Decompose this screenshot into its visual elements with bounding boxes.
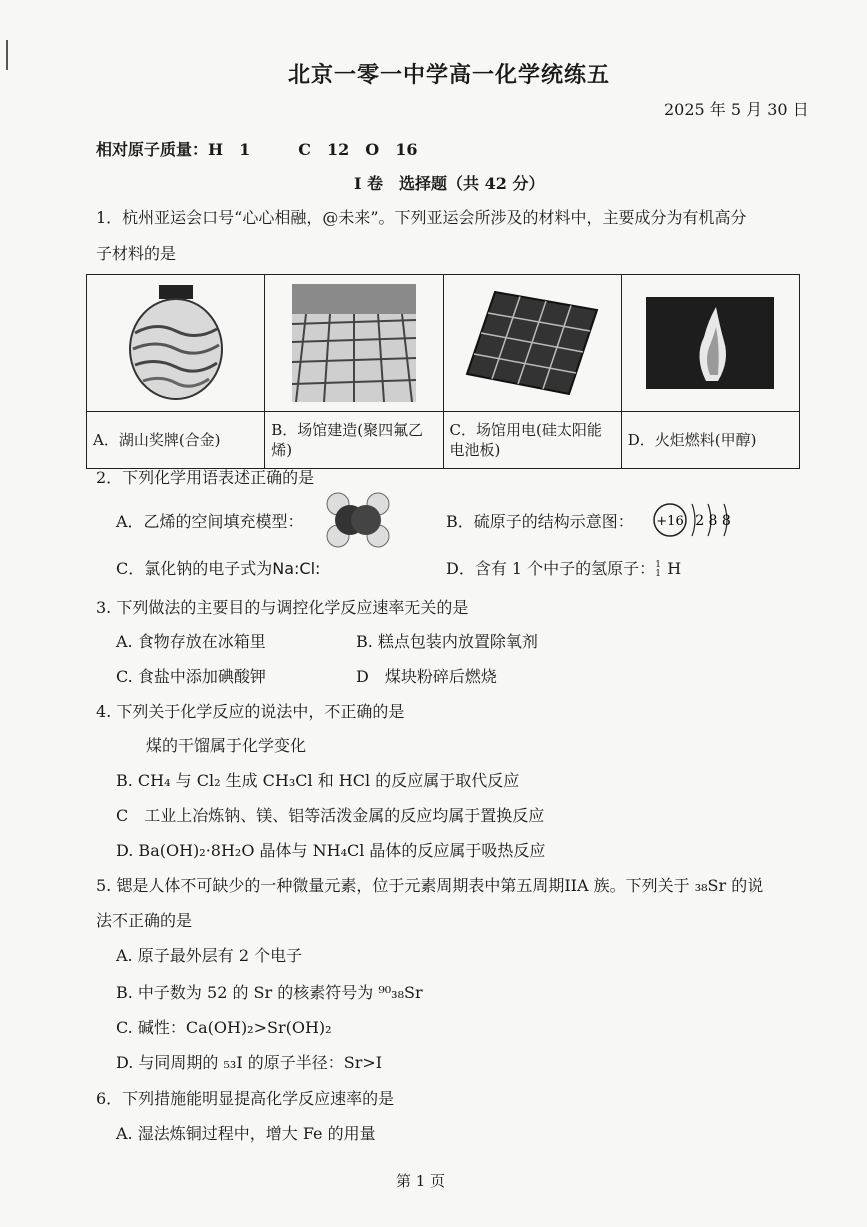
q2-option-d-text: D．含有 1 个中子的氢原子：	[446, 559, 656, 578]
q1-stem-line1: 1．杭州亚运会口号“心心相融，@未来”。下列亚运会所涉及的材料中，主要成分为有机高分	[96, 208, 747, 227]
medal-image	[121, 283, 231, 403]
q1-stem-line2: 子材料的是	[96, 244, 177, 263]
q3-stem: 3. 下列做法的主要目的与调控化学反应速率无关的是	[96, 598, 469, 617]
q1-option-d-label: D．火炬燃料(甲醇)	[621, 412, 799, 469]
hydrogen-nuclide-indices	[655, 560, 667, 580]
section-heading: I 卷 选择题（共 42 分）	[354, 174, 545, 193]
q2-option-a: A．乙烯的空间填充模型：	[116, 512, 304, 531]
q5-stem-line2: 法不正确的是	[96, 911, 193, 930]
q3-option-a: A. 食物存放在冰箱里	[116, 632, 266, 651]
q1-options-table	[86, 274, 800, 469]
page-edge-mark	[6, 40, 8, 70]
hydrogen-symbol: H	[667, 559, 682, 578]
q4-stem: 4. 下列关于化学反应的说法中，不正确的是	[96, 702, 405, 721]
q1-option-a-image-cell	[87, 275, 265, 412]
q5-option-c: C. 碱性：Ca(OH)₂>Sr(OH)₂	[116, 1018, 332, 1037]
sulfur-atom-structure-diagram	[650, 496, 746, 546]
q3-option-d: D 煤块粉碎后燃烧	[356, 667, 497, 686]
q1-option-c-image-cell	[443, 275, 621, 412]
torch-flame-image	[646, 297, 774, 389]
hydrogen-mass-number: 1	[655, 559, 661, 570]
exam-date: 2025 年 5 月 30 日	[664, 100, 809, 119]
q1-option-c-label: C．场馆用电(硅太阳能电池板)	[443, 412, 621, 469]
q1-option-d-image-cell	[621, 275, 799, 412]
q1-option-a-label: A．湖山奖牌(合金)	[87, 412, 265, 469]
q5-option-d: D. 与同周期的 ₅₃I 的原子半径：Sr>I	[116, 1053, 383, 1072]
q2-option-d	[446, 559, 681, 580]
q5-option-b: B. 中子数为 52 的 Sr 的核素符号为 ⁹⁰₃₈Sr	[116, 983, 423, 1002]
atomic-mass-line: 相对原子质量：H 1 C 12 O 16	[96, 140, 418, 159]
q2-stem: 2．下列化学用语表述正确的是	[96, 468, 315, 487]
q5-stem-line1: 5. 锶是人体不可缺少的一种微量元素，位于元素周期表中第五周期IIA 族。下列关于 ₃₈Sr 的说	[96, 876, 764, 895]
page-number: 第 1 页	[396, 1172, 446, 1190]
q4-option-a: 煤的干馏属于化学变化	[146, 736, 307, 755]
nacl-electron-formula: Na:Cl:	[272, 559, 321, 578]
q4-option-c: C 工业上冶炼钠、镁、铝等活泼金属的反应均属于置换反应	[116, 806, 545, 825]
page-title: 北京一零一中学高一化学统练五	[288, 62, 611, 88]
stadium-roof-image	[292, 284, 416, 402]
ethylene-space-filling-model	[326, 490, 390, 550]
q2-option-c-text: C．氯化钠的电子式为	[116, 559, 273, 578]
q5-option-a: A. 原子最外层有 2 个电子	[116, 946, 303, 965]
q1-option-b-label: B．场馆建造(聚四氟乙烯)	[265, 412, 443, 469]
q6-stem: 6．下列措施能明显提高化学反应速率的是	[96, 1089, 395, 1108]
sulfur-electron-shells: 2 8 8	[695, 513, 731, 529]
q1-option-b-image-cell	[265, 275, 443, 412]
hydrogen-atomic-number: 1	[655, 568, 661, 579]
q6-option-a: A. 湿法炼铜过程中，增大 Fe 的用量	[116, 1124, 376, 1143]
sulfur-nucleus-charge: +16	[656, 514, 684, 529]
q3-option-c: C. 食盐中添加碘酸钾	[116, 667, 266, 686]
q4-option-d: D. Ba(OH)₂·8H₂O 晶体与 NH₄Cl 晶体的反应属于吸热反应	[116, 841, 546, 860]
q4-option-b: B. CH₄ 与 Cl₂ 生成 CH₃Cl 和 HCl 的反应属于取代反应	[116, 771, 520, 790]
q3-option-b: B. 糕点包装内放置除氧剂	[356, 632, 538, 651]
q2-option-c	[116, 559, 320, 579]
q2-option-b: B．硫原子的结构示意图：	[446, 512, 634, 531]
solar-panel-image	[465, 288, 599, 398]
